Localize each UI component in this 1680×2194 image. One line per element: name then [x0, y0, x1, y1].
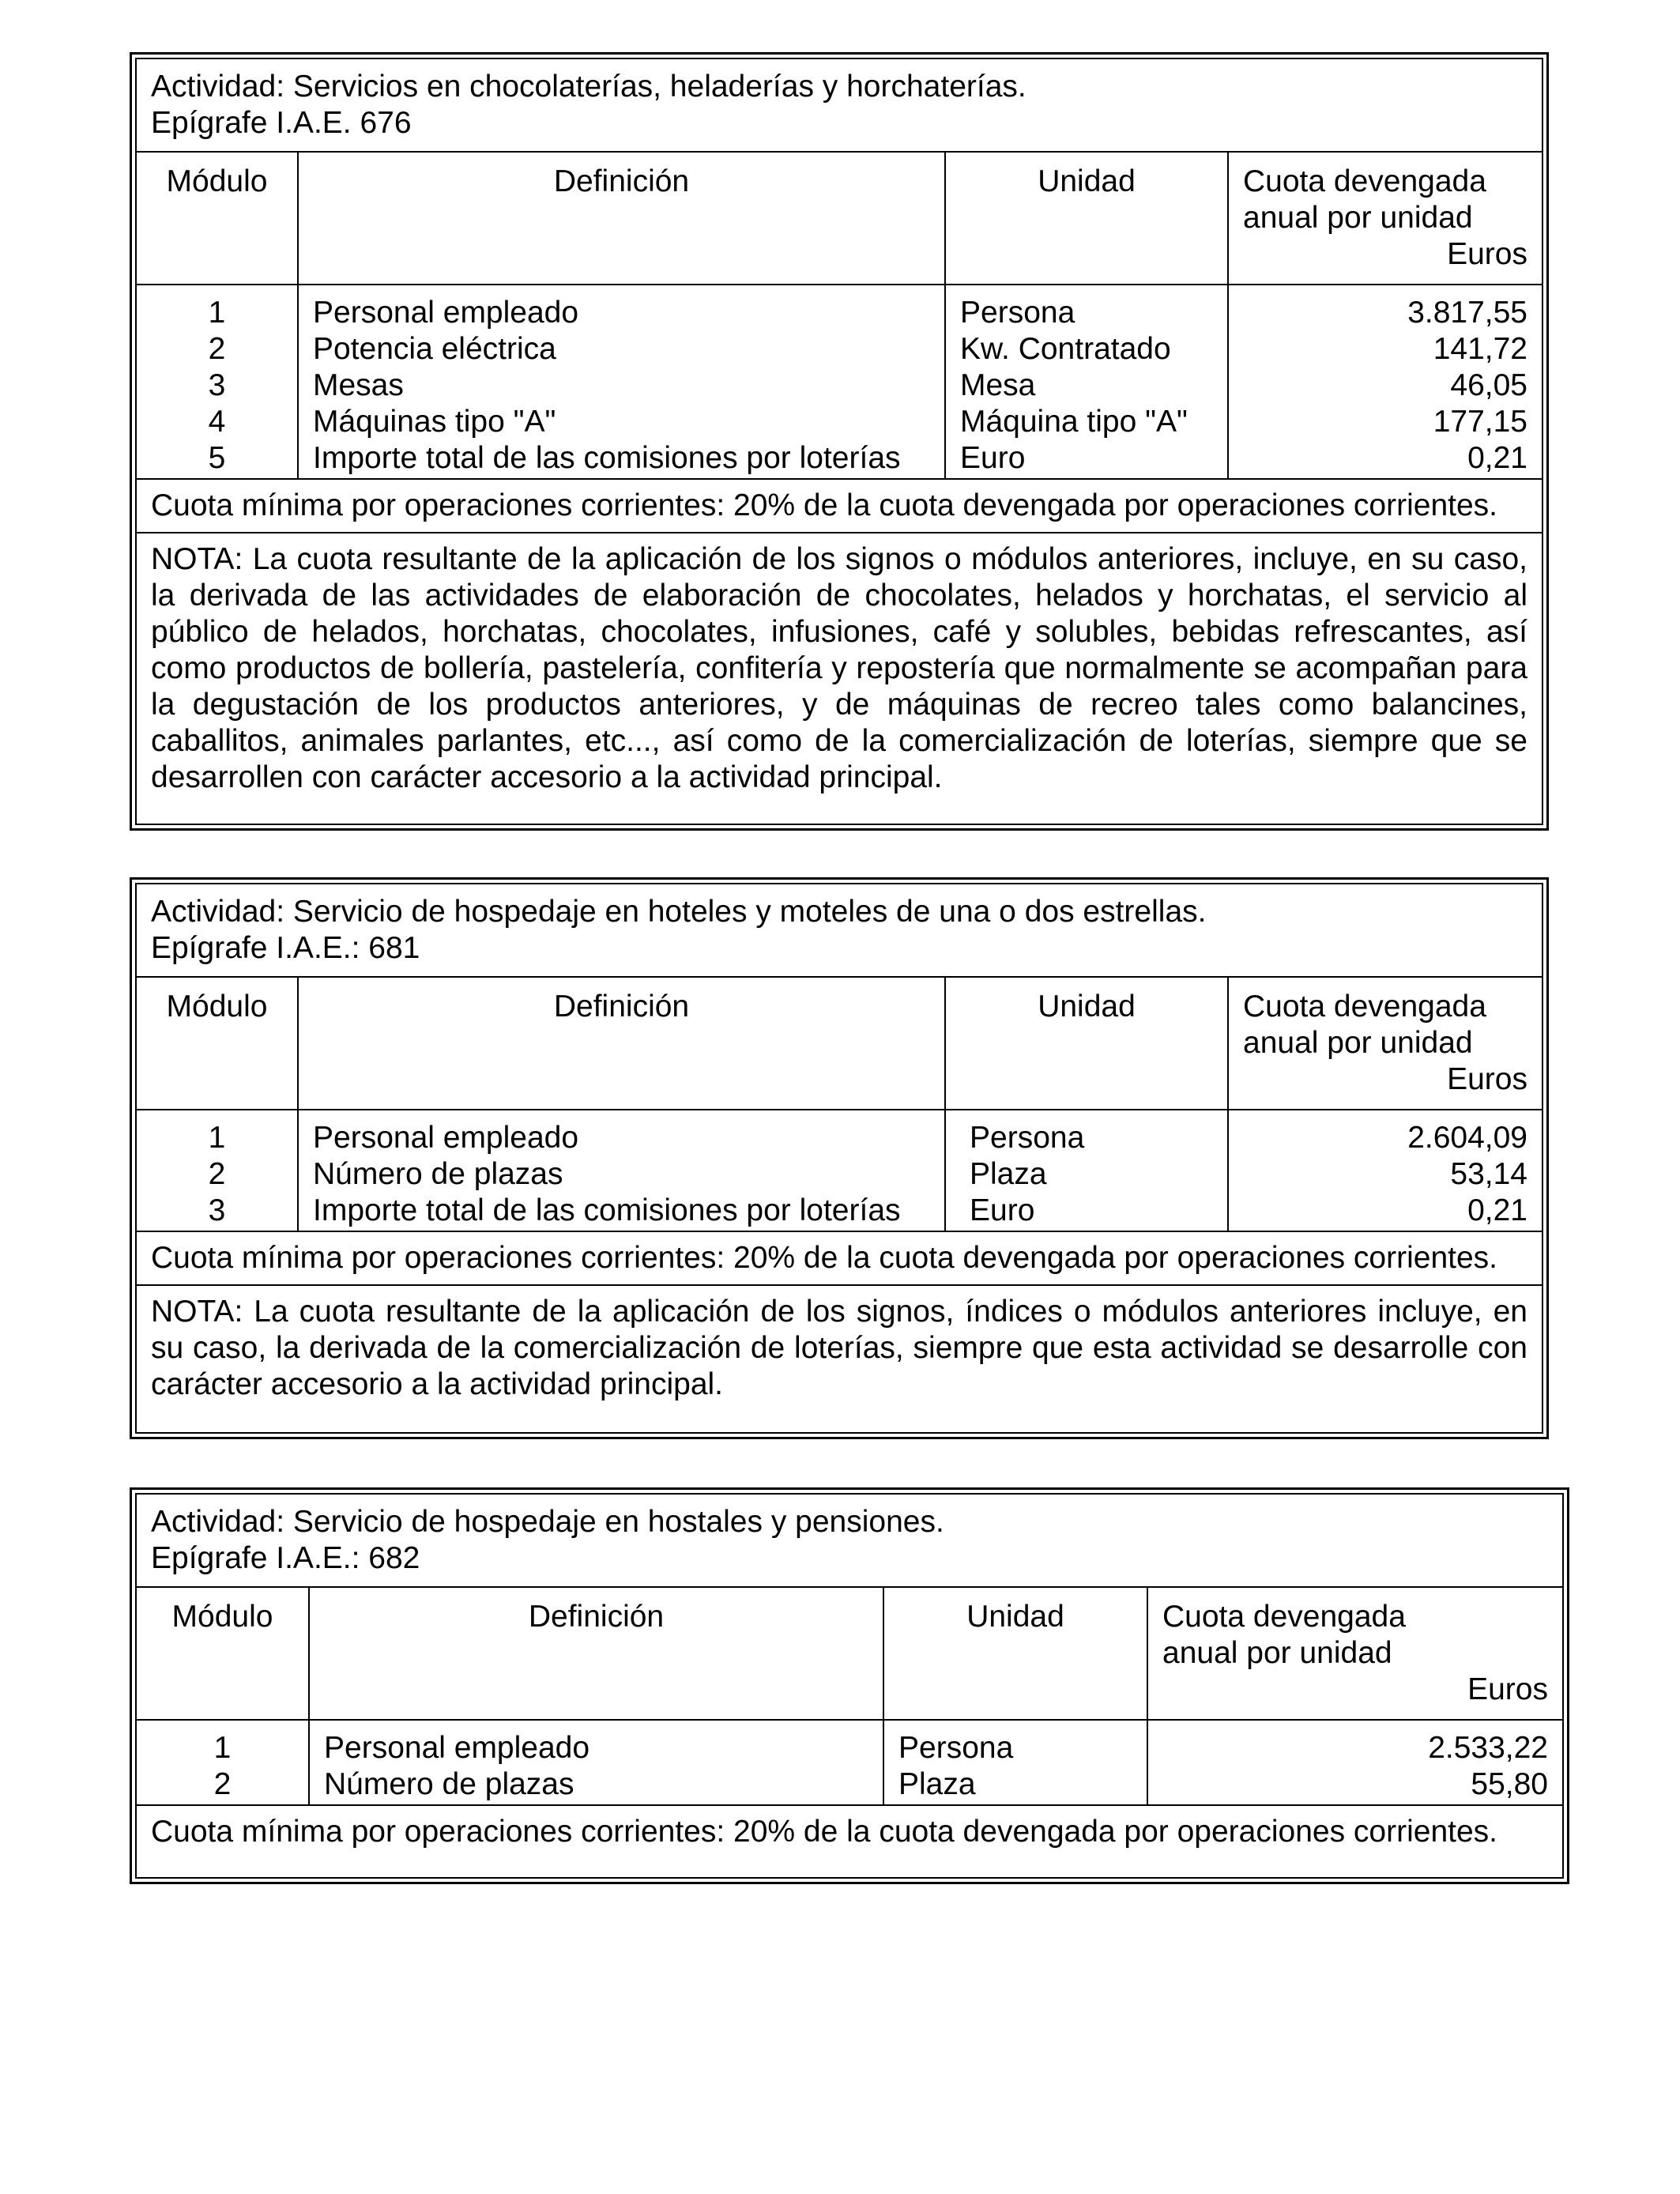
table-rows [137, 1720, 1562, 1805]
header-cuota: Cuota devengada anual por unidad Euros [1147, 1587, 1562, 1720]
unidad-column: Persona Plaza Euro [945, 1110, 1228, 1231]
modulo-column: 1 2 3 [137, 1110, 298, 1231]
cuota-minima: Cuota mínima por operaciones corrientes: 20% de la cuota devengada por operaciones corrientes. [137, 1231, 1542, 1285]
unidad-column: Persona Kw. Contratado Mesa Máquina tipo "A" Euro [945, 285, 1228, 479]
actividad-title: Actividad: Servicios en chocolaterías, heladerías y horchaterías. [151, 70, 1026, 104]
header-definicion: Definición [309, 1587, 883, 1720]
epigrafe: Epígrafe I.A.E.: 682 [151, 1541, 420, 1575]
header-definicion: Definición [298, 152, 945, 285]
modulo-column: 1 2 [137, 1720, 309, 1805]
definicion-column: Personal empleado Número de plazas Importe total de las comisiones por loterías [298, 1110, 945, 1231]
header-definicion: Definición [298, 977, 945, 1110]
modules-table [137, 59, 1542, 804]
table-676 [130, 52, 1549, 831]
header-modulo: Módulo [137, 977, 298, 1110]
epigrafe: Epígrafe I.A.E. 676 [151, 106, 412, 140]
header-unidad: Unidad [945, 977, 1228, 1110]
header-cuota: Cuota devengada anual por unidad Euros [1228, 977, 1542, 1110]
nota: NOTA: La cuota resultante de la aplicación de los signos, índices o módulos anteriores incluye, en su caso, la derivada de la comercialización de loterías, siempre que esta actividad se desarrolle con carácter accesorio a la actividad principal. [137, 1285, 1542, 1411]
cuota-column: 3.817,55 141,72 46,05 177,15 0,21 [1228, 285, 1542, 479]
modules-table [137, 1495, 1562, 1858]
cuota-column: 2.604,09 53,14 0,21 [1228, 1110, 1542, 1231]
table-rows [137, 1110, 1542, 1231]
cuota-minima: Cuota mínima por operaciones corrientes: 20% de la cuota devengada por operaciones corrientes. [137, 1805, 1562, 1858]
header-unidad: Unidad [945, 152, 1228, 285]
cuota-minima: Cuota mínima por operaciones corrientes: 20% de la cuota devengada por operaciones corrientes. [137, 479, 1542, 533]
header-cuota: Cuota devengada anual por unidad Euros [1228, 152, 1542, 285]
table-rows [137, 285, 1542, 479]
header-modulo: Módulo [137, 1587, 309, 1720]
table-682 [130, 1487, 1569, 1884]
nota: NOTA: La cuota resultante de la aplicación de los signos o módulos anteriores, incluye, en su caso, la derivada de las actividades de elaboración de chocolates, helados y horchatas, el servicio al público de helados, horchatas, chocolates, infusiones, café y solubles, bebidas refrescantes, así como productos de bollería, pastelería, confitería y repostería que normalmente se acompañan para la degustación de los productos anteriores, y de máquinas de recreo tales como balancines, caballitos, animales parlantes, etc..., así como de la comercialización de loterías, siempre que se desarrollen con carácter accesorio a la actividad principal. [137, 533, 1542, 804]
unidad-column: Persona Plaza [883, 1720, 1147, 1805]
epigrafe: Epígrafe I.A.E.: 681 [151, 931, 420, 965]
modules-table [137, 884, 1542, 1411]
definicion-column: Personal empleado Número de plazas [309, 1720, 883, 1805]
modulo-column: 1 2 3 4 5 [137, 285, 298, 479]
definicion-column: Personal empleado Potencia eléctrica Mesas Máquinas tipo "A" Importe total de las comisiones por loterías [298, 285, 945, 479]
header-modulo: Módulo [137, 152, 298, 285]
actividad-title: Actividad: Servicio de hospedaje en hoteles y moteles de una o dos estrellas. [151, 895, 1207, 929]
header-unidad: Unidad [883, 1587, 1147, 1720]
actividad-title: Actividad: Servicio de hospedaje en hostales y pensiones. [151, 1505, 944, 1539]
table-681 [130, 877, 1549, 1439]
cuota-column: 2.533,22 55,80 [1147, 1720, 1562, 1805]
